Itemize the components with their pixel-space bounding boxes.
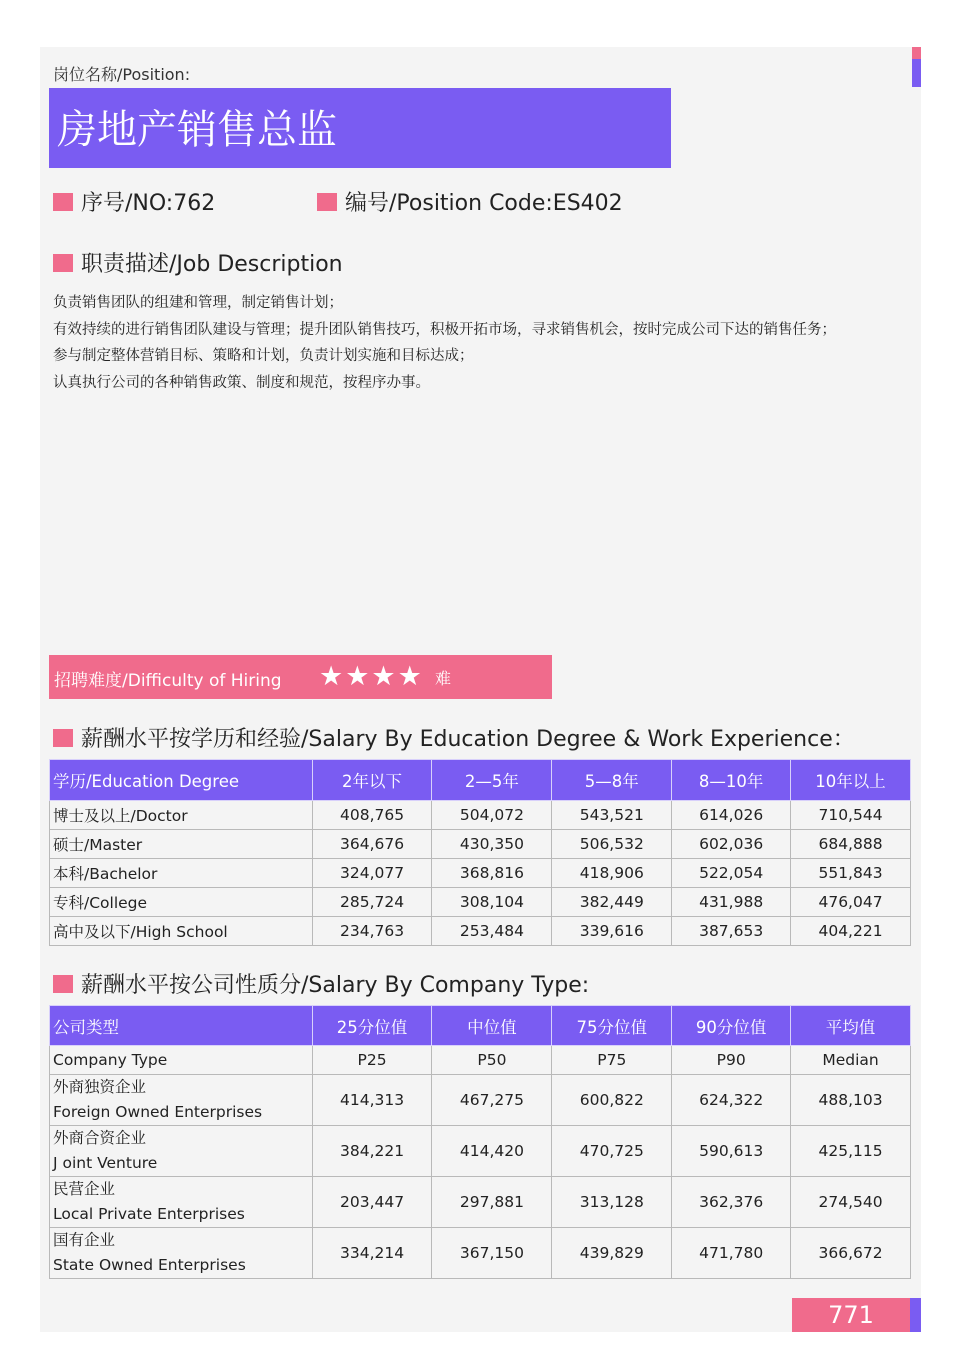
- table-cell: 590,613: [672, 1126, 791, 1177]
- table-row: [50, 888, 911, 917]
- table-cell: 253,484: [432, 917, 552, 946]
- column-header: 平均值: [791, 1006, 911, 1046]
- table-cell: 522,054: [672, 859, 791, 888]
- column-header: 10年以上: [791, 760, 911, 801]
- job-description-heading: [53, 247, 343, 278]
- table-cell: 602,036: [672, 830, 791, 859]
- column-header: 公司类型: [50, 1006, 313, 1046]
- column-header: 8—10年: [672, 760, 791, 801]
- table-cell: 471,780: [672, 1228, 791, 1279]
- table-cell: 414,313: [312, 1075, 432, 1126]
- corner-accent-purple: [912, 59, 921, 87]
- description-line: 参与制定整体营销目标、策略和计划，负责计划实施和目标达成；: [53, 348, 474, 364]
- table-cell: 543,521: [552, 801, 672, 830]
- bullet-square-icon: [53, 729, 73, 747]
- job-description-body: [53, 290, 913, 396]
- table-cell: 439,829: [552, 1228, 672, 1279]
- table-cell: 367,150: [432, 1228, 552, 1279]
- page-number: 771: [792, 1298, 910, 1332]
- table-cell: 324,077: [312, 859, 432, 888]
- position-number: 序号/NO:762: [81, 191, 216, 216]
- difficulty-banner: [49, 655, 552, 699]
- column-header: 5—8年: [552, 760, 672, 801]
- table-row: [50, 830, 911, 859]
- table-subheader-row: [50, 1046, 911, 1075]
- company-type-en: J oint Venture: [53, 1154, 158, 1172]
- company-type-en: State Owned Enterprises: [53, 1256, 246, 1274]
- table-cell: 234,763: [312, 917, 432, 946]
- table-cell: 203,447: [312, 1177, 432, 1228]
- table-cell: 710,544: [791, 801, 911, 830]
- table-cell: 339,616: [552, 917, 672, 946]
- table-row: [50, 917, 911, 946]
- column-header: 90分位值: [672, 1006, 791, 1046]
- row-label: [50, 1228, 313, 1279]
- table-cell: 506,532: [552, 830, 672, 859]
- table-cell: 382,449: [552, 888, 672, 917]
- column-header: 75分位值: [552, 1006, 672, 1046]
- job-description-title: 职责描述/Job Description: [81, 252, 343, 277]
- company-type-en: Local Private Enterprises: [53, 1205, 245, 1223]
- row-label: 本科/Bachelor: [50, 859, 313, 888]
- table-row: [50, 859, 911, 888]
- subheader-cell: P50: [432, 1046, 552, 1075]
- table-cell: 408,765: [312, 801, 432, 830]
- description-line: 负责销售团队的组建和管理，制定销售计划；: [53, 295, 343, 311]
- bullet-square-icon: [317, 193, 337, 211]
- table-cell: 430,350: [432, 830, 552, 859]
- number-heading: [53, 186, 215, 217]
- table-cell: 308,104: [432, 888, 552, 917]
- bullet-square-icon: [53, 254, 73, 272]
- table-cell: 600,822: [552, 1075, 672, 1126]
- table-cell: 467,275: [432, 1075, 552, 1126]
- column-header: 学历/Education Degree: [50, 760, 313, 801]
- table-cell: 384,221: [312, 1126, 432, 1177]
- row-label: 高中及以下/High School: [50, 917, 313, 946]
- table-cell: 387,653: [672, 917, 791, 946]
- column-header: 2—5年: [432, 760, 552, 801]
- company-type-cn: 民营企业: [53, 1180, 116, 1198]
- table-cell: 476,047: [791, 888, 911, 917]
- subheader-cell: P75: [552, 1046, 672, 1075]
- subheader-cell: P25: [312, 1046, 432, 1075]
- table-header-row: [50, 1006, 911, 1046]
- description-line: 有效持续的进行销售团队建设与管理；提升团队销售技巧，积极开拓市场，寻求销售机会，按时完成公司下达的销售任务；: [53, 321, 836, 338]
- corner-accent-pink: [912, 47, 921, 59]
- table-cell: 285,724: [312, 888, 432, 917]
- table-row: [50, 1126, 911, 1177]
- salary-company-title: 薪酬水平按公司性质分/Salary By Company Type:: [81, 973, 590, 998]
- company-type-cn: 外商独资企业: [53, 1078, 147, 1096]
- title-banner: [49, 88, 671, 168]
- bullet-square-icon: [53, 975, 73, 993]
- bullet-square-icon: [53, 193, 73, 211]
- column-header: 25分位值: [312, 1006, 432, 1046]
- column-header: 2年以下: [312, 760, 432, 801]
- table-cell: 551,843: [791, 859, 911, 888]
- salary-education-table: [49, 759, 911, 946]
- table-cell: 504,072: [432, 801, 552, 830]
- difficulty-label: 招聘难度/Difficulty of Hiring: [54, 671, 282, 691]
- table-cell: 425,115: [791, 1126, 911, 1177]
- star-rating-icon: ★★★★: [319, 661, 424, 692]
- page-number-accent: [910, 1298, 921, 1332]
- salary-education-heading: [53, 722, 855, 753]
- row-label: 专科/College: [50, 888, 313, 917]
- table-cell: 366,672: [791, 1228, 911, 1279]
- table-cell: 274,540: [791, 1177, 911, 1228]
- salary-education-title: 薪酬水平按学历和经验/Salary By Education Degree & Work Experience：: [81, 727, 855, 752]
- table-cell: 488,103: [791, 1075, 911, 1126]
- table-cell: 313,128: [552, 1177, 672, 1228]
- column-header: 中位值: [432, 1006, 552, 1046]
- table-row: [50, 801, 911, 830]
- subheader-cell: Company Type: [50, 1046, 313, 1075]
- table-cell: 614,026: [672, 801, 791, 830]
- table-cell: 334,214: [312, 1228, 432, 1279]
- position-label: 岗位名称/Position:: [53, 65, 191, 84]
- difficulty-rating-text: 难: [435, 669, 452, 688]
- table-row: [50, 1228, 911, 1279]
- table-cell: 684,888: [791, 830, 911, 859]
- position-code: 编号/Position Code:ES402: [345, 191, 623, 216]
- company-type-cn: 外商合资企业: [53, 1129, 147, 1147]
- subheader-cell: P90: [672, 1046, 791, 1075]
- table-cell: 362,376: [672, 1177, 791, 1228]
- row-label: 博士及以上/Doctor: [50, 801, 313, 830]
- row-label: [50, 1075, 313, 1126]
- table-cell: 404,221: [791, 917, 911, 946]
- company-type-en: Foreign Owned Enterprises: [53, 1103, 263, 1121]
- table-row: [50, 1177, 911, 1228]
- table-cell: 297,881: [432, 1177, 552, 1228]
- table-cell: 368,816: [432, 859, 552, 888]
- salary-company-table: [49, 1005, 911, 1279]
- row-label: 硕士/Master: [50, 830, 313, 859]
- table-cell: 431,988: [672, 888, 791, 917]
- table-cell: 624,322: [672, 1075, 791, 1126]
- subheader-cell: Median: [791, 1046, 911, 1075]
- salary-company-heading: [53, 968, 589, 999]
- row-label: [50, 1177, 313, 1228]
- position-title: 房地产销售总监: [57, 107, 337, 153]
- company-type-cn: 国有企业: [53, 1231, 116, 1249]
- table-cell: 418,906: [552, 859, 672, 888]
- table-cell: 414,420: [432, 1126, 552, 1177]
- description-line: 认真执行公司的各种销售政策、制度和规范，按程序办事。: [53, 374, 430, 391]
- table-header-row: [50, 760, 911, 801]
- table-cell: 364,676: [312, 830, 432, 859]
- row-label: [50, 1126, 313, 1177]
- table-cell: 470,725: [552, 1126, 672, 1177]
- table-row: [50, 1075, 911, 1126]
- code-heading: [317, 186, 623, 217]
